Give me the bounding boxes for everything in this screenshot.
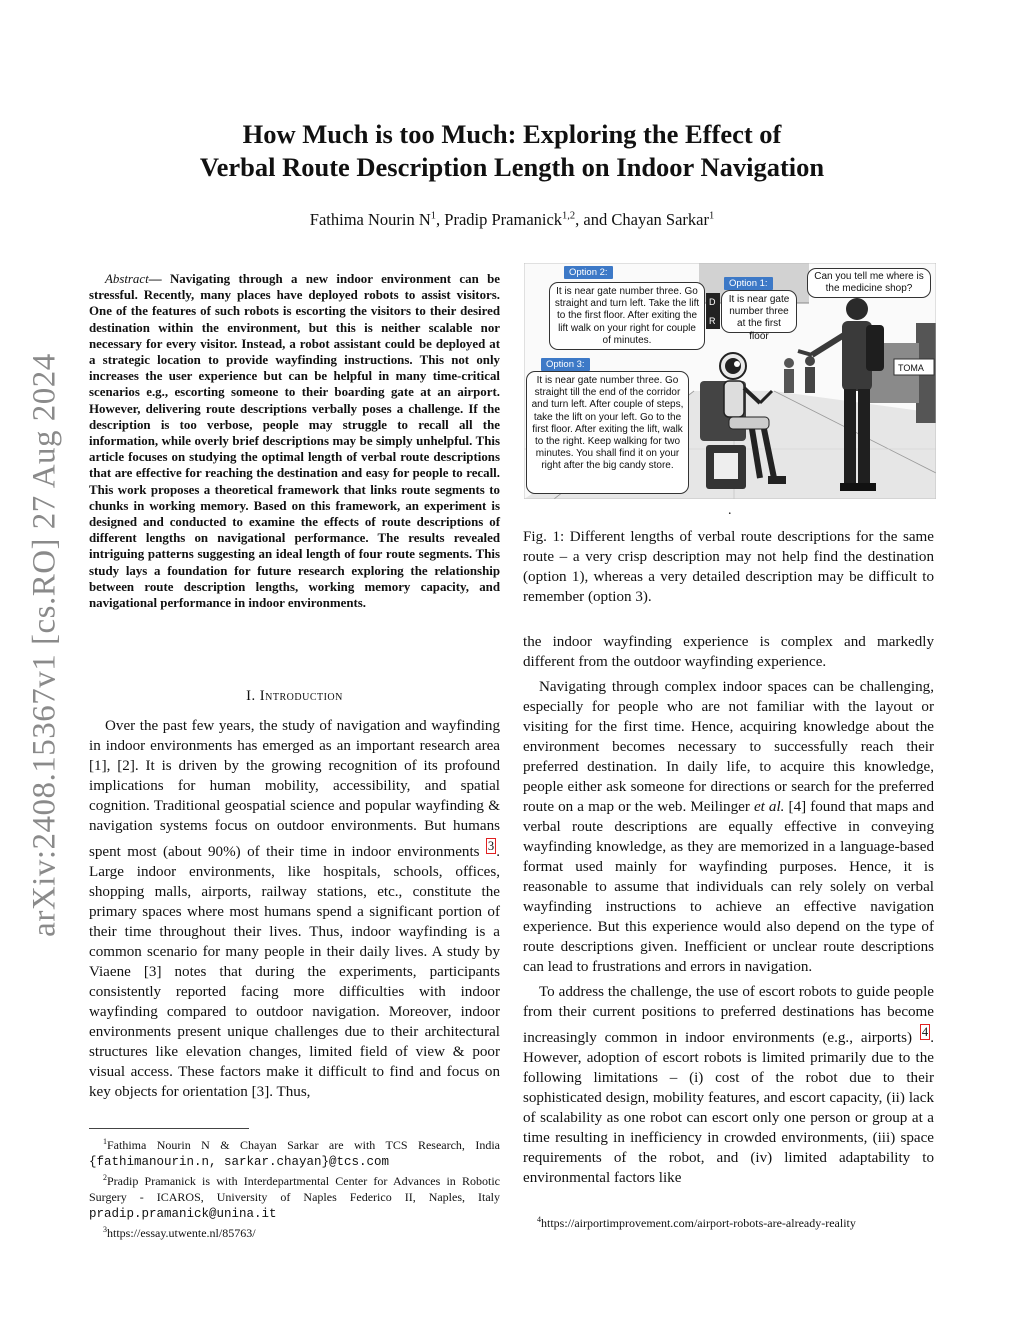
- footnote-3: $^3$https://essay.utwente.nl/85763/: [103, 1225, 256, 1240]
- figure-caption: [523, 527, 934, 607]
- figure-dot: .: [728, 503, 732, 518]
- footnote-4: $^4$https://airportimprovement.com/airport-robots-are-already-reality: [537, 1215, 856, 1230]
- author-1: Fathima Nourin N: [309, 210, 431, 229]
- abstract-label: Abstract: [105, 272, 149, 286]
- abstract-text: Navigating through a new indoor environment can be stressful. Recently, many places have deployed robots to assist visitors. One of the features of such robots is escorting the visitors to their desired destination within the environment, but this is neither scalable nor necessary for every visitor. Instead, a robot assistant could be deployed at a strategic location to provide wayfinding instructions. This not only increases the user experience but can be helpful in many time-critical scenarios e.g., escorting someone to their boarding gate at an airport. However, delivering route descriptions verbally poses a challenge. If the description is too verbose, people may struggle to recall all the information, while overly brief descriptions may be simply unhelpful. This article focuses on studying the optimal length of verbal route descriptions that are effective for reaching the destination and easy for people to recall. This work proposes a theoretical framework that links route segments to chunks in working memory. Based on this framework, an experiment is designed and conducted to examine the effects of route descriptions of different lengths on navigational performance. The results revealed intriguing patterns suggesting an ideal length of four route segments. This study lays a foundation for future research exploring the relationship between route description lengths, working memory capacity, and navigational performance in indoor environments.: [89, 272, 500, 611]
- url-link[interactable]: https://airportimprovement.com/airport-robots-are-already-reality: [541, 1216, 856, 1230]
- author-list: Fathima Nourin $N^1$, Pradip Pramanick$^{1,2}$, and Chayan Sarkar$^1$: [309, 210, 715, 229]
- author-1-affil: 1: [430, 210, 437, 222]
- author-2-affil: 1,2: [562, 210, 576, 222]
- paper-title: [110, 118, 914, 184]
- sign-text: TOMA: [898, 363, 924, 373]
- footnotes-right: [523, 1212, 934, 1231]
- author-3: Chayan Sarkar: [611, 210, 709, 229]
- footnote-divider: [89, 1128, 249, 1129]
- figure-1: [524, 263, 936, 499]
- section-heading: I. Introduction: [246, 688, 343, 704]
- intro-paragraph-4: To address the challenge, the use of escort robots to guide people from their current positions to preferred destinations has become increasingly common in indoor environments (e.g., airports) $^4$ . However, adoption of escort robots is limited primarily due to the following limitations – (i) cost of the robot due to their sophisticated design, mobility features, and escort capacity, (ii) lack of scalability as one robot can escort only one person or group at a time resulting in inefficiency in crowded environments, (iii) space requirements of the robot, and (iv) limited adaptability to environmental factors like: [523, 984, 934, 1187]
- abstract: Abstract— Navigating through a new indoor environment can be stressful. Recently, many places have deployed robots to assist visitors. One of the features of such robots is escorting the visitors to their desired destination within the environment, but this is neither scalable nor necessary for every visitor. Instead, a robot assistant could be deployed at a strategic location to provide wayfinding instructions. This not only increases the user experience but can be helpful in many time-critical scenarios e.g., escorting someone to their boarding gate at an airport. However, delivering route descriptions verbally poses a challenge. If the description is too verbose, people may struggle to recall all the information, while overly brief descriptions may be simply unhelpful. This article focuses on studying the optimal length of verbal route descriptions that are effective for reaching the destination and easy for people to recall. This work proposes a theoretical framework that links route segments to chunks in working memory. Based on this framework, an experiment is designed and conducted to examine the effects of route descriptions of different lengths on navigational performance. The results revealed intriguing patterns suggesting an ideal length of four route segments. This study lays a foundation for future research exploring the relationship between route description lengths, working memory capacity, and navigational performance in indoor environments.: [89, 272, 500, 611]
- footnotes-left: [89, 1134, 500, 1241]
- email-link[interactable]: {fathimanourin.n, sarkar.chayan}@tcs.com: [89, 1155, 390, 1169]
- caption-label: Fig. 1:: [523, 529, 565, 545]
- option-1-bubble: It is near gate number three at the first floor: [721, 290, 797, 333]
- author-2: Pradip Pramanick: [444, 210, 563, 229]
- intro-paragraph-2: the indoor wayfinding experience is complex and markedly different from the outdoor wayfinding experience.: [523, 634, 934, 670]
- intro-continued: [523, 632, 934, 1188]
- email-link[interactable]: pradip.pramanick@unina.it: [89, 1207, 277, 1221]
- question-bubble: Can you tell me where is the medicine shop?: [807, 268, 931, 298]
- option-1-label: Option 1:: [724, 277, 773, 290]
- caption-text: Different lengths of verbal route descriptions for the same route – a very crisp description may not help find the destination (option 1), whereas a very detailed description may be difficult to remember (option 3).: [523, 529, 934, 605]
- title-line-2: Verbal Route Description Length on Indoor Navigation: [199, 152, 825, 182]
- option-3-label: Option 3:: [541, 358, 590, 371]
- url-link[interactable]: https://essay.utwente.nl/85763/: [107, 1226, 256, 1240]
- option-2-label: Option 2:: [564, 266, 613, 279]
- arxiv-identifier: arXiv:2408.15367v1 [cs.RO] 27 Aug 2024: [26, 353, 63, 937]
- option-2-bubble: It is near gate number three. Go straight and turn left. Take the lift to the first floor. After exiting the lift walk on your right for couple of minutes.: [549, 282, 705, 350]
- footnote-1: $^1$Fathima Nourin N & Chayan Sarkar are with TCS Research, India {fathimanourin.n, sarkar.chayan}@tcs.com: [89, 1137, 500, 1169]
- option-3-bubble: It is near gate number three. Go straight till the end of the corridor and turn left. After couple of steps, take the lift on your left. Go to the first floor. After exiting the lift, walk to the right. Keep walking for two minutes. You shall find it on your right after the big candy store.: [526, 371, 689, 494]
- footnote-ref-4[interactable]: 4: [921, 1025, 929, 1039]
- intro-paragraph-3: Navigating through complex indoor spaces can be challenging, especially for people who are not familiar with the layout or visiting for the first time. Hence, acquiring knowledge about the environment becomes necessary to successfully reach their preferred destination. In daily life, to acquire this knowledge, people either ask someone for directions or search for the preferred route on a map or the web. Meilinger et al. [4] found that maps and verbal route descriptions are equally effective in conveying wayfinding knowledge, as they are memorized in a language-based format used mainly for wayfinding purposes. Hence, it is reasonable to assume that individuals can rely solely on verbal wayfinding instructions to achieve an effective navigation experience. But this experience would also depend on the type of route descriptions given. Inefficient or unclear route descriptions can lead to frustrations and errors in navigation.: [523, 679, 934, 975]
- footnote-2: $^2$Pradip Pramanick is with Interdepartmental Center for Advances in Robotic Surgery - ICAROS, University of Naples Federico II, Naples, Italy pradip.pramanick@unina.it: [89, 1173, 500, 1221]
- author-3-affil: 1: [708, 210, 715, 222]
- footnote-ref-3[interactable]: 3: [487, 839, 495, 853]
- intro-paragraph-1: Over the past few years, the study of navigation and wayfinding in indoor environments has emerged as an important research area [1], [2]. It is driven by the growing recognition of its profound implications for human mobility, accessibility, and spatial cognition. Traditional geospatial science and popular wayfinding & navigation systems focus on outdoor environments. But humans spent most (about 90%) of their time in indoor environments $^3$ . Large indoor environments, like hospitals, schools, offices, shopping malls, airports, railway stations, etc., constitute the primary spaces where most humans spend a significant portion of their time throughout their lives. Thus, indoor wayfinding is a common scenario for many people in their daily lives. A study by Viaene [3] notes that during the experiments, participants consistently reported facing more difficulties with indoor wayfinding compared to outdoor navigation. Moreover, indoor environments present unique challenges due to their architectural structures like elevation changes, limited field of view & poor visual access. These factors make it difficult to find and focus on key objects for orientation [3]. Thus,: [89, 718, 500, 1101]
- title-line-1: How Much is too Much: Exploring the Effect of: [242, 119, 782, 149]
- board-letter-r: R: [709, 316, 716, 326]
- board-letter-d: D: [709, 297, 716, 307]
